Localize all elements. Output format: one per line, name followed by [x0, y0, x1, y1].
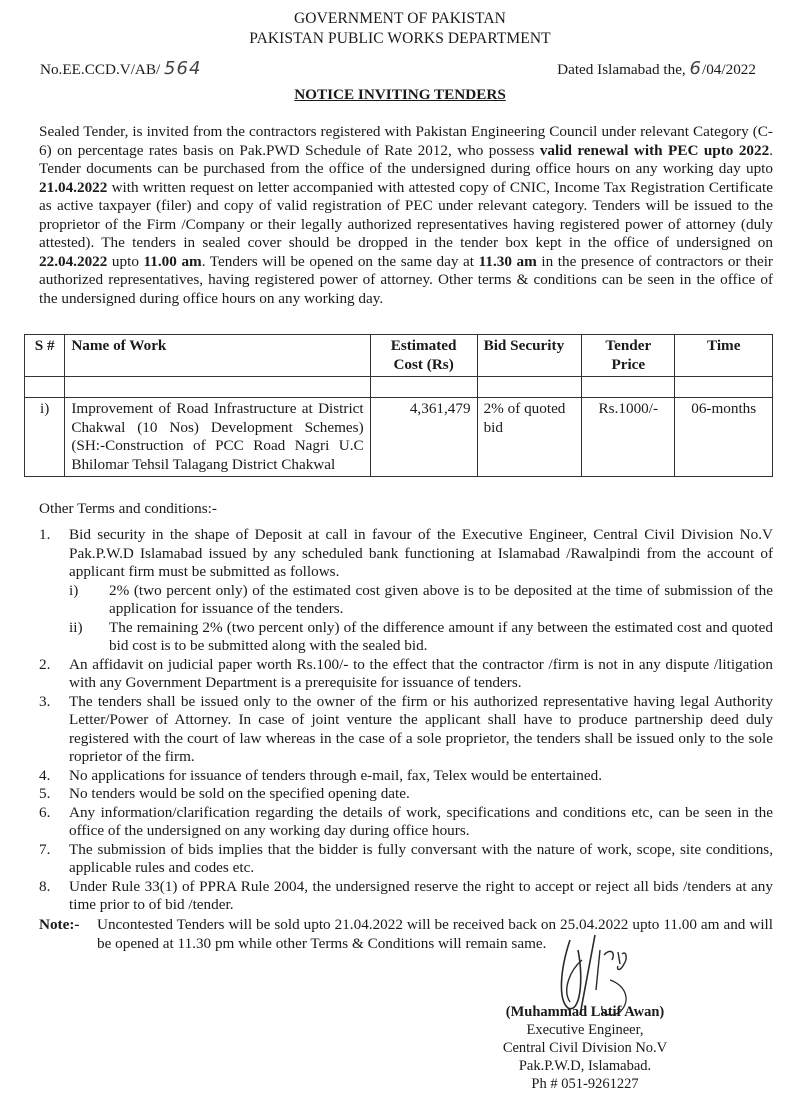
term-item-7	[39, 841, 773, 878]
term-sub-item-ii	[69, 619, 773, 656]
sub-item-number: ii)	[69, 618, 83, 636]
date-suffix: /04/2022	[701, 61, 756, 78]
table-spacer-row	[25, 377, 773, 398]
terms-title: Other Terms and conditions:-	[39, 500, 217, 517]
header-bid-security: Bid Security	[477, 335, 582, 377]
cell-estimated-cost: 4,361,479	[370, 398, 477, 477]
signatory-designation: Executive Engineer,	[526, 1022, 644, 1038]
sub-item-text: The remaining 2% (two percent only) of the difference amount if any between the estimated cost and quoted bid cost is to be submitted along with the sealed bid.	[109, 618, 773, 654]
term-text: Under Rule 33(1) of PPRA Rule 2004, the undersigned reserve the right to accept or reject all bids /tenders at any time prior to of bid /tender.	[69, 877, 773, 913]
term-text: An affidavit on judicial paper worth Rs.100/- to the effect that the contractor /firm is not in any dispute /litigation with any Government Department is a prerequisite for issuance of tenders.	[69, 655, 773, 691]
signatory-division: Central Civil Division No.V	[502, 1040, 668, 1056]
term-number: 4.	[39, 766, 51, 784]
table-row	[25, 398, 773, 477]
header-estimated-cost: Estimated Cost (Rs)	[370, 335, 477, 377]
date-prefix: Dated Islamabad the,	[557, 61, 686, 78]
intro-text-2: . Tender documents can be purchased from the office of the undersigned during office hours on any working day upto	[39, 141, 773, 177]
date-line	[557, 60, 756, 80]
term-text: No tenders would be sold on the specified opening date.	[69, 785, 410, 802]
table-header-row	[25, 335, 773, 377]
intro-bold-pec: valid renewal with PEC upto 2022	[539, 141, 770, 159]
cell-tender-price: Rs.1000/-	[582, 398, 675, 477]
term-number: 6.	[39, 803, 51, 821]
cell-name-of-work: Improvement of Road Infrastructure at District Chakwal (10 Nos) Development Schemes) (SH:-Construction of PCC Road Nagri U.C Bhilomar Tehsil Talagang District Chakwal	[65, 398, 370, 477]
term-text: No applications for issuance of tenders through e-mail, fax, Telex would be entertained.	[69, 766, 603, 784]
intro-text-5: . Tenders will be opened on the same day at	[201, 252, 479, 270]
cell-bid-security: 2% of quoted bid	[477, 398, 582, 477]
term-item-4	[39, 767, 773, 786]
sub-item-text: 2% (two percent only) of the estimated cost given above is to be deposited at the time of submission of the application for issuance of the tenders.	[109, 581, 773, 617]
reference-number	[40, 60, 201, 80]
intro-text-1: Sealed Tender, is invited from the contractors registered with Pakistan Engineering Council under relevant Category (C-6) on percentage rates basis on Pak.PWD Schedule of Rate 2012, who possess	[39, 123, 773, 159]
term-text: Any information/clarification regarding the details of work, specifications and conditions etc, can be seen in the office of the undersigned on any working day during office hours.	[69, 803, 773, 839]
term-item-3	[39, 693, 773, 767]
notice-title: NOTICE INVITING TENDERS	[294, 86, 506, 103]
signature-block	[470, 1003, 700, 1093]
term-item-6	[39, 804, 773, 841]
header-department: PAKISTAN PUBLIC WORKS DEPARTMENT	[249, 30, 551, 47]
header-government: GOVERNMENT OF PAKISTAN	[294, 10, 506, 27]
term-number: 3.	[39, 692, 51, 710]
header-tender-price: Tender Price	[582, 335, 675, 377]
note-section	[39, 916, 773, 953]
reference-handwritten-number: 564	[164, 58, 202, 79]
term-number: 1.	[39, 526, 51, 543]
intro-bold-purchase-date: 21.04.2022	[39, 178, 108, 196]
term-item-8	[39, 878, 773, 915]
term-number: 8.	[39, 877, 51, 895]
note-text: Uncontested Tenders will be sold upto 21.04.2022 will be received back on 25.04.2022 upto 11.00 am and will be opened at 11.30 pm while other Terms & Conditions will remain same.	[97, 916, 773, 952]
cell-time: 06-months	[675, 398, 773, 477]
note-label: Note:-	[39, 916, 80, 933]
term-item-5	[39, 785, 773, 804]
header-serial: S #	[25, 335, 65, 377]
intro-bold-drop-date: 22.04.2022	[39, 252, 108, 270]
term-text: The submission of bids implies that the bidder is fully conversant with the nature of work, scope, site conditions, applicable rules and codes etc.	[69, 840, 773, 876]
term-number: 7.	[39, 840, 51, 858]
signatory-phone: Ph # 051-9261227	[531, 1076, 639, 1092]
tender-table	[24, 334, 773, 477]
term-number: 5.	[39, 785, 51, 802]
header-time: Time	[675, 335, 773, 377]
cell-serial: i)	[25, 398, 65, 477]
reference-prefix: No.EE.CCD.V/AB/	[40, 61, 161, 78]
term-sub-item-i	[69, 582, 773, 619]
intro-text-6: in the presence of contractors or their authorized representatives, having registered power of attorney. Other terms & conditions can be seen in the office of the undersigned during office hours on any working day.	[39, 252, 773, 307]
signatory-office: Pak.P.W.D, Islamabad.	[518, 1058, 652, 1074]
sub-item-number: i)	[69, 581, 79, 599]
term-text: The tenders shall be issued only to the owner of the firm or his authorized representative having legal Authority Letter/Power of Attorney. In case of joint venture the applicant shall have to produce partnership deed duly registered with the court of law whereas in the case of a sole proprietor, the tenders shall be issued only to the sole roprietor of the firm.	[69, 692, 773, 765]
signatory-name: (Muhammad Latif Awan)	[505, 1004, 665, 1020]
date-handwritten-day: 6	[689, 58, 702, 79]
intro-bold-drop-time: 11.00 am	[143, 252, 202, 270]
intro-paragraph	[39, 123, 773, 308]
header-name-of-work: Name of Work	[65, 335, 370, 377]
term-item-2	[39, 656, 773, 693]
term-number: 2.	[39, 655, 51, 673]
intro-text-4: upto	[107, 252, 144, 270]
terms-list	[39, 526, 773, 915]
term-text: Bid security in the shape of Deposit at call in favour of the Executive Engineer, Central Civil Division No.V Pak.P.W.D Islamabad issued by any scheduled bank functioning at Islamabad /Rawalpindi from the account of applicant firm must be submitted as follows.	[69, 526, 773, 580]
intro-bold-open-time: 11.30 am	[478, 252, 537, 270]
intro-text-3: with written request on letter accompanied with attested copy of CNIC, Income Tax Registration Certificate as active taxpayer (filer) and copy of valid registration of PEC under relevant category. Tenders will be issued to the proprietor of the Firm /Company or their legally authorized representatives having registered power of attorney (duly attested). The tenders in sealed cover should be dropped in the tender box kept in the office of undersigned on	[39, 178, 773, 251]
term-item-1	[39, 526, 773, 656]
